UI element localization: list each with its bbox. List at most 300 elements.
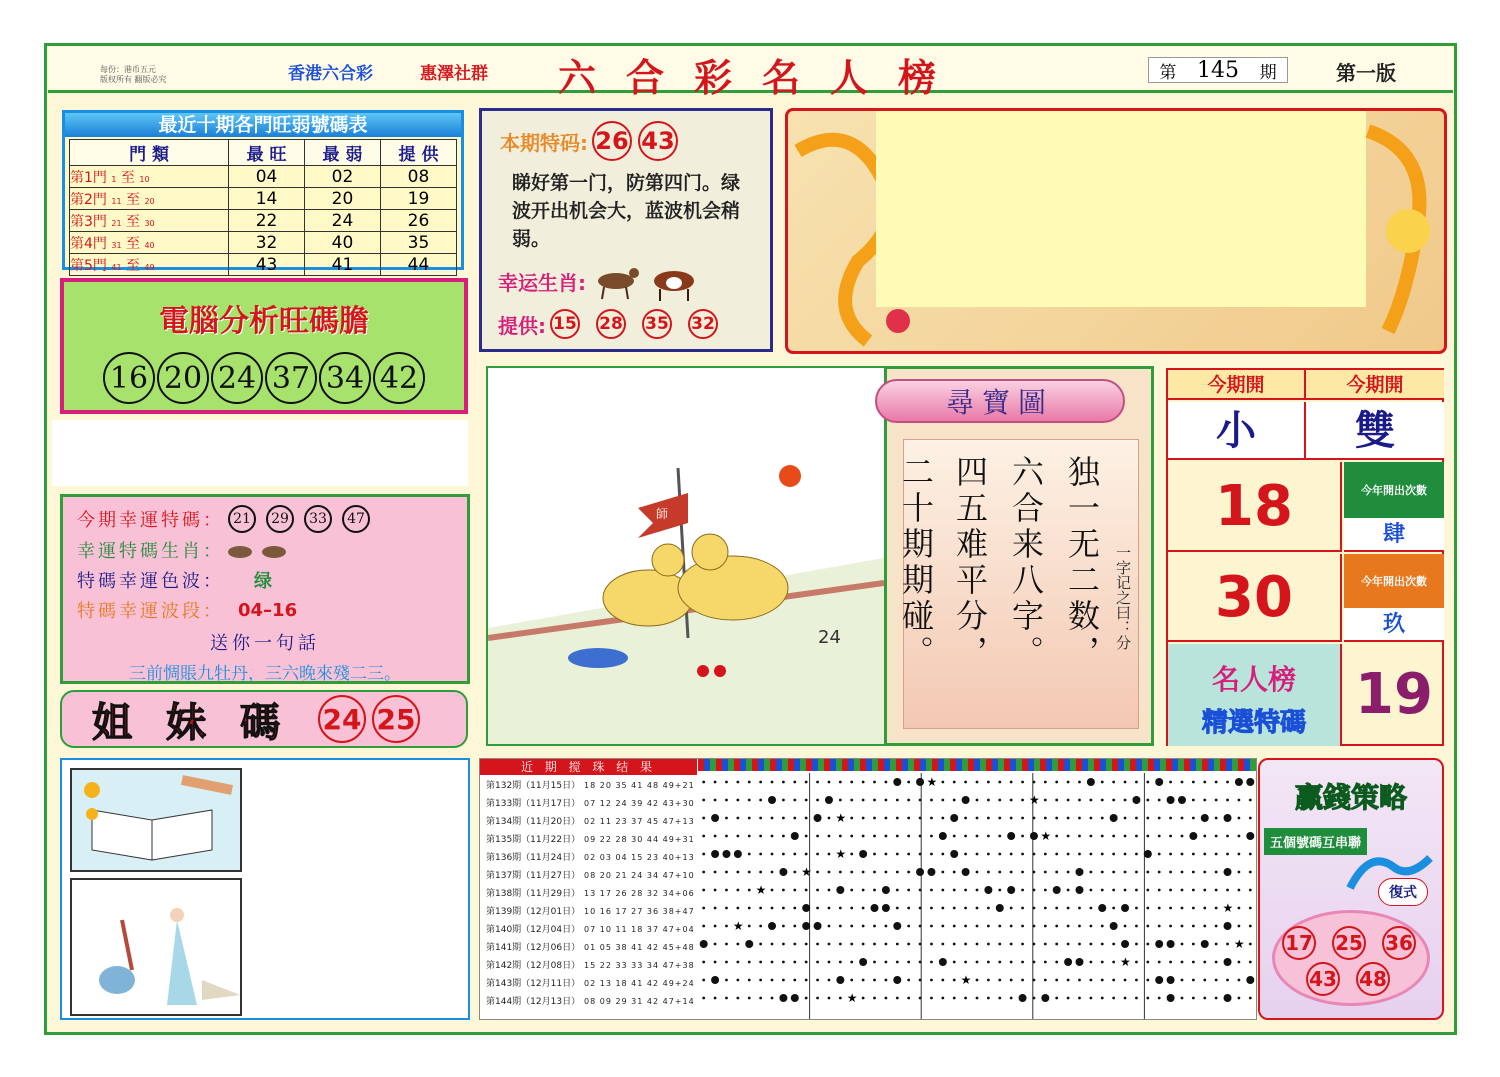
empty-dot [1124,871,1127,874]
hit-dot [814,922,822,930]
open-value-size: 小 [1168,402,1306,460]
empty-dot [998,979,1001,982]
hit-dot [1019,994,1027,1002]
result-issue: 第141期（12月06日） [486,943,581,953]
empty-dot [1226,799,1229,802]
empty-dot [828,835,831,838]
empty-dot [1249,853,1252,856]
empty-dot [850,925,853,928]
empty-dot [1238,853,1241,856]
empty-dot [702,889,705,892]
empty-dot [1124,781,1127,784]
empty-dot [1146,871,1149,874]
sister-title: 姐妹碼 [92,699,314,746]
empty-dot [725,799,728,802]
empty-dot [1226,835,1229,838]
empty-dot [1249,997,1252,1000]
result-numbers: 08 20 21 24 34 47+10 [584,871,695,880]
empty-dot [714,997,717,1000]
special-text: 睇好第一门，防第四门。绿波开出机会大，蓝波机会稍弱。 [512,172,741,250]
empty-dot [714,835,717,838]
empty-dot [1078,943,1081,946]
empty-dot [987,997,990,1000]
hit-dot [882,904,890,912]
empty-dot [782,961,785,964]
empty-dot [1146,961,1149,964]
result-issue: 第140期（12月04日） [486,925,581,935]
empty-dot [1215,979,1218,982]
empty-dot [987,853,990,856]
hit-dot [882,886,890,894]
lucky-zodiac-label: 幸运生肖: [498,270,586,295]
empty-dot [919,925,922,928]
empty-dot [1192,925,1195,928]
empty-dot [793,817,796,820]
big-number-1: 18 [1168,462,1342,552]
big-number-2: 30 [1168,554,1342,642]
empty-dot [759,799,762,802]
empty-dot [953,925,956,928]
provide-ball: 32 [688,309,718,339]
empty-dot [919,979,922,982]
empty-dot [816,979,819,982]
empty-dot [987,979,990,982]
empty-dot [884,817,887,820]
empty-dot [941,943,944,946]
empty-dot [1021,925,1024,928]
empty-dot [759,817,762,820]
result-numbers: 09 22 28 30 44 49+31 [584,835,695,844]
empty-dot [1033,889,1036,892]
hit-dot [1053,886,1061,894]
range-from: 31 [111,240,122,250]
empty-dot [1010,871,1013,874]
strategy-ball: 48 [1356,962,1390,996]
header-note [100,65,167,85]
empty-dot [1089,835,1092,838]
empty-dot [919,889,922,892]
count-tag-orange [1344,554,1444,608]
empty-dot [896,943,899,946]
empty-dot [1067,889,1070,892]
empty-dot [896,871,899,874]
empty-dot [793,853,796,856]
hit-dot [768,922,776,930]
empty-dot [805,781,808,784]
empty-dot [998,817,1001,820]
result-row [480,777,697,795]
empty-dot [1181,835,1184,838]
hit-dot [791,994,799,1002]
lucky-phrase-title: 送你一句話 [210,633,320,654]
strategy-ball: 43 [1306,962,1340,996]
empty-dot [1112,997,1115,1000]
empty-dot [1010,799,1013,802]
empty-dot [964,817,967,820]
empty-dot [793,889,796,892]
empty-dot [987,943,990,946]
empty-dot [930,979,933,982]
range-from: 21 [111,218,122,228]
empty-dot [1124,997,1127,1000]
empty-dot [702,961,705,964]
lucky-label-1: 今期幸運特碼： [77,510,224,531]
empty-dot [1215,781,1218,784]
empty-dot [793,907,796,910]
empty-dot [850,781,853,784]
computer-title: 電腦分析旺碼膽 [159,304,369,339]
empty-dot [1146,817,1149,820]
empty-dot [1192,817,1195,820]
ming-number: 19 [1355,662,1433,727]
empty-dot [987,907,990,910]
empty-dot [919,853,922,856]
empty-dot [1033,871,1036,874]
empty-dot [1203,835,1206,838]
empty-dot [839,781,842,784]
hit-dot [1098,904,1106,912]
empty-dot [987,799,990,802]
empty-dot [941,817,944,820]
empty-dot [1089,817,1092,820]
result-issue: 第133期（11月17日） [486,799,581,809]
hit-dot [745,940,753,948]
empty-dot [998,781,1001,784]
empty-dot [1010,943,1013,946]
empty-dot [873,853,876,856]
empty-dot [1215,799,1218,802]
empty-dot [919,961,922,964]
special-star: ★ [960,973,972,987]
special-star: ★ [835,847,847,861]
empty-dot [1101,979,1104,982]
empty-dot [1078,925,1081,928]
empty-dot [1055,925,1058,928]
empty-dot [1192,961,1195,964]
empty-dot [1124,835,1127,838]
empty-dot [919,943,922,946]
sister-numbers-panel [60,690,468,748]
empty-dot [1203,997,1206,1000]
hit-dot [1178,796,1186,804]
empty-dot [1112,853,1115,856]
door-label: 第3門 [70,213,107,230]
empty-dot [1124,817,1127,820]
lucky-ball: 21 [228,505,256,533]
cell-min: 02 [305,166,381,188]
lucky-label-4: 特碼幸運波段： [77,601,224,622]
ming-box [1168,644,1342,746]
empty-dot [1033,943,1036,946]
empty-dot [907,961,910,964]
empty-dot [907,997,910,1000]
table-row [70,232,457,254]
blank-area [52,420,468,486]
empty-dot [1158,925,1161,928]
empty-dot [884,835,887,838]
hit-dot [1075,958,1083,966]
empty-dot [941,979,944,982]
empty-dot [816,835,819,838]
price-note: 每份：港币五元 [100,65,156,74]
empty-dot [953,961,956,964]
hit-dot [1121,904,1129,912]
empty-dot [873,943,876,946]
open-label-2: 今期開 [1306,370,1444,400]
result-issue: 第144期（12月13日） [486,997,581,1007]
empty-dot [1033,853,1036,856]
empty-dot [1067,835,1070,838]
empty-dot [805,817,808,820]
empty-dot [839,799,842,802]
empty-dot [1215,907,1218,910]
hit-dot [768,796,776,804]
empty-dot [1033,979,1036,982]
result-row [480,975,697,993]
empty-dot [1055,817,1058,820]
strategy-badge: 復式 [1378,878,1428,906]
hit-dot [1167,940,1175,948]
empty-dot [1226,889,1229,892]
empty-dot [1192,907,1195,910]
empty-dot [976,943,979,946]
empty-dot [1067,781,1070,784]
empty-dot [1124,979,1127,982]
empty-dot [1146,907,1149,910]
empty-dot [1135,943,1138,946]
empty-dot [896,835,899,838]
header-bar [48,47,1453,100]
number-ball: 42 [373,352,425,404]
empty-dot [759,907,762,910]
results-list [480,777,697,1019]
hit-dot [950,814,958,822]
empty-dot [1124,799,1127,802]
empty-dot [736,799,739,802]
empty-dot [1238,997,1241,1000]
empty-dot [1055,907,1058,910]
cell-min: 41 [305,254,381,276]
empty-dot [873,799,876,802]
result-row [480,831,697,849]
empty-dot [771,943,774,946]
provide-ball: 28 [596,309,626,339]
empty-dot [1055,781,1058,784]
range-to-label: 至 [126,257,141,274]
empty-dot [793,979,796,982]
empty-dot [862,943,865,946]
empty-dot [1089,889,1092,892]
empty-dot [748,961,751,964]
empty-dot [896,961,899,964]
empty-dot [725,907,728,910]
result-numbers: 10 16 17 27 36 38+47 [584,907,695,916]
col-min: 最 弱 [305,140,381,166]
weak-strong-table [69,139,457,276]
empty-dot [884,925,887,928]
empty-dot [884,799,887,802]
empty-dot [998,871,1001,874]
empty-dot [1192,853,1195,856]
hit-dot [1201,940,1209,948]
lucky-label-2: 幸運特碼生肖： [77,541,224,562]
empty-dot [1203,781,1206,784]
empty-dot [748,925,751,928]
hit-dot [1246,778,1254,786]
empty-dot [964,781,967,784]
hit-dot [1167,976,1175,984]
empty-dot [1238,925,1241,928]
empty-dot [748,799,751,802]
empty-dot [1101,799,1104,802]
empty-dot [907,799,910,802]
hit-dot [814,814,822,822]
result-issue: 第138期（11月29日） [486,889,581,899]
range-to-label: 至 [120,169,135,186]
empty-dot [1010,817,1013,820]
empty-dot [1067,943,1070,946]
empty-dot [805,799,808,802]
empty-dot [884,943,887,946]
empty-dot [1033,961,1036,964]
empty-dot [1238,907,1241,910]
empty-dot [1067,997,1070,1000]
empty-dot [1215,835,1218,838]
empty-dot [987,835,990,838]
empty-dot [1112,871,1115,874]
empty-dot [816,781,819,784]
empty-dot [1181,817,1184,820]
lucky-range: 04–16 [238,599,298,621]
brand-hk: 香港六合彩 [288,64,373,84]
empty-dot [1089,925,1092,928]
empty-dot [1067,799,1070,802]
empty-dot [873,781,876,784]
empty-dot [987,961,990,964]
empty-dot [1021,799,1024,802]
empty-dot [725,943,728,946]
empty-dot [1135,781,1138,784]
empty-dot [828,781,831,784]
empty-dot [953,979,956,982]
empty-dot [850,853,853,856]
range-from: 11 [111,196,122,206]
hit-dot [871,904,879,912]
number-ball: 20 [157,352,209,404]
empty-dot [736,871,739,874]
empty-dot [828,943,831,946]
result-numbers: 02 03 04 15 23 40+13 [584,853,695,862]
hit-dot [779,868,787,876]
empty-dot [759,961,762,964]
hit-dot [836,886,844,894]
empty-dot [976,799,979,802]
result-numbers: 02 13 18 41 42 49+24 [584,979,695,988]
empty-dot [1249,925,1252,928]
hit-dot [1224,814,1232,822]
empty-dot [1181,907,1184,910]
result-issue: 第137期（11月27日） [486,871,581,881]
empty-dot [1203,889,1206,892]
empty-dot [976,889,979,892]
result-numbers: 15 22 33 33 34 47+38 [584,961,695,970]
weak-table-title: 最近十期各門旺弱號碼表 [65,113,461,137]
empty-dot [736,835,739,838]
empty-dot [1135,817,1138,820]
empty-dot [1089,943,1092,946]
number-ball: 34 [319,352,371,404]
empty-dot [1010,781,1013,784]
empty-dot [1192,997,1195,1000]
hit-dot [802,904,810,912]
cell-max: 04 [229,166,305,188]
empty-dot [1203,925,1206,928]
empty-dot [1055,961,1058,964]
empty-dot [1101,961,1104,964]
empty-dot [862,907,865,910]
empty-dot [1169,907,1172,910]
blank-banner-box [876,108,1366,307]
empty-dot [816,853,819,856]
empty-dot [828,853,831,856]
empty-dot [714,781,717,784]
range-to: 20 [144,196,155,206]
hit-dot [939,958,947,966]
empty-dot [976,907,979,910]
empty-dot [1021,979,1024,982]
empty-dot [1101,925,1104,928]
empty-dot [702,853,705,856]
sister-ball: 24 [318,695,366,743]
count-value-1: 肆 [1344,518,1444,552]
empty-dot [1044,961,1047,964]
empty-dot [1055,853,1058,856]
empty-dot [748,997,751,1000]
empty-dot [976,925,979,928]
hit-dot [1246,832,1254,840]
empty-dot [998,997,1001,1000]
empty-dot [1215,997,1218,1000]
empty-dot [1010,925,1013,928]
empty-dot [930,961,933,964]
special-star: ★ [846,991,858,1005]
open-label-1: 今期開 [1168,370,1306,400]
empty-dot [953,835,956,838]
empty-dot [748,835,751,838]
cell-max: 14 [229,188,305,210]
door-label: 第4門 [70,235,107,252]
empty-dot [964,889,967,892]
empty-dot [725,835,728,838]
special-star: ★ [755,883,767,897]
empty-dot [805,997,808,1000]
provide-ball: 35 [642,309,672,339]
empty-dot [873,889,876,892]
empty-dot [1044,943,1047,946]
empty-dot [771,979,774,982]
lucky-label-3: 特碼幸運色波： [77,571,224,592]
empty-dot [941,799,944,802]
hit-dot [1110,922,1118,930]
results-panel [479,758,1257,1020]
empty-dot [907,817,910,820]
empty-dot [702,907,705,910]
hit-dot [927,868,935,876]
empty-dot [816,871,819,874]
empty-dot [941,853,944,856]
empty-dot [896,889,899,892]
empty-dot [1249,943,1252,946]
